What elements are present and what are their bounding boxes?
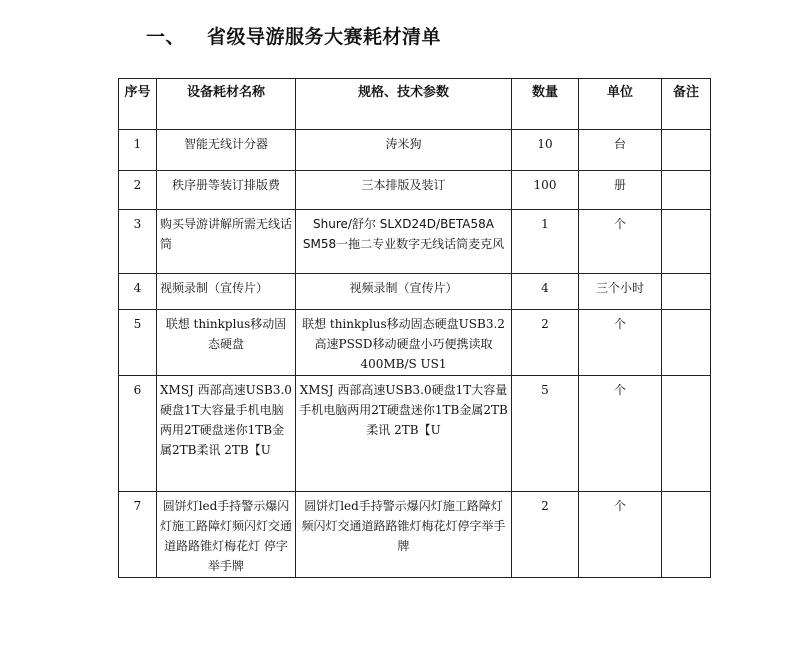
table-row [119, 492, 711, 578]
cell-no: 2 [119, 171, 157, 210]
cell-note [662, 492, 711, 578]
table-header-row [119, 79, 711, 130]
cell-note [662, 210, 711, 274]
cell-no: 1 [119, 130, 157, 171]
cell-name: 购买导游讲解所需无线话筒 [157, 210, 296, 274]
table-row [119, 274, 711, 310]
document-title [146, 22, 441, 49]
cell-no: 5 [119, 310, 157, 376]
header-spec: 规格、技术参数 [296, 79, 512, 130]
cell-no: 6 [119, 376, 157, 492]
cell-note [662, 130, 711, 171]
cell-note [662, 171, 711, 210]
cell-unit: 三个小时 [579, 274, 662, 310]
table-row [119, 376, 711, 492]
cell-qty: 2 [512, 492, 579, 578]
cell-qty: 10 [512, 130, 579, 171]
cell-unit: 个 [579, 376, 662, 492]
header-unit: 单位 [579, 79, 662, 130]
cell-name: 圆饼灯led手持警示爆闪灯施工路障灯频闪灯交通道路路锥灯梅花灯 停字举手牌 [157, 492, 296, 578]
cell-no: 3 [119, 210, 157, 274]
table-row [119, 130, 711, 171]
cell-qty: 1 [512, 210, 579, 274]
header-qty: 数量 [512, 79, 579, 130]
cell-unit: 册 [579, 171, 662, 210]
cell-spec: Shure/舒尔 SLXD24D/BETA58A SM58一拖二专业数字无线话筒麦克风 [296, 210, 512, 274]
header-name: 设备耗材名称 [157, 79, 296, 130]
table-row [119, 210, 711, 274]
header-note: 备注 [662, 79, 711, 130]
cell-name: 视频录制（宣传片） [157, 274, 296, 310]
cell-name: XMSJ 西部高速USB3.0硬盘1T大容量手机电脑两用2T硬盘迷你1TB金属2TB柔讯 2TB【U [157, 376, 296, 492]
cell-unit: 台 [579, 130, 662, 171]
cell-spec: 三本排版及装订 [296, 171, 512, 210]
cell-note [662, 376, 711, 492]
cell-name: 联想 thinkplus移动固态硬盘 [157, 310, 296, 376]
table-row [119, 310, 711, 376]
section-heading: 省级导游服务大赛耗材清单 [207, 26, 442, 48]
cell-note [662, 274, 711, 310]
cell-spec: 圆饼灯led手持警示爆闪灯施工路障灯频闪灯交通道路路锥灯梅花灯停字举手牌 [296, 492, 512, 578]
cell-spec: XMSJ 西部高速USB3.0硬盘1T大容量手机电脑两用2T硬盘迷你1TB金属2TB柔讯 2TB【U [296, 376, 512, 492]
cell-qty: 4 [512, 274, 579, 310]
cell-unit: 个 [579, 492, 662, 578]
cell-name: 智能无线计分器 [157, 130, 296, 171]
cell-no: 7 [119, 492, 157, 578]
cell-spec: 涛米狗 [296, 130, 512, 171]
cell-name: 秩序册等装订排版费 [157, 171, 296, 210]
cell-qty: 5 [512, 376, 579, 492]
cell-qty: 2 [512, 310, 579, 376]
header-no: 序号 [119, 79, 157, 130]
section-number: 一、 [146, 26, 186, 48]
cell-note [662, 310, 711, 376]
cell-unit: 个 [579, 310, 662, 376]
cell-no: 4 [119, 274, 157, 310]
cell-unit: 个 [579, 210, 662, 274]
consumables-table [118, 78, 711, 578]
cell-qty: 100 [512, 171, 579, 210]
table-row [119, 171, 711, 210]
cell-spec: 联想 thinkplus移动固态硬盘USB3.2高速PSSD移动硬盘小巧便携读取400MB/S US1 [296, 310, 512, 376]
cell-spec: 视频录制（宣传片） [296, 274, 512, 310]
